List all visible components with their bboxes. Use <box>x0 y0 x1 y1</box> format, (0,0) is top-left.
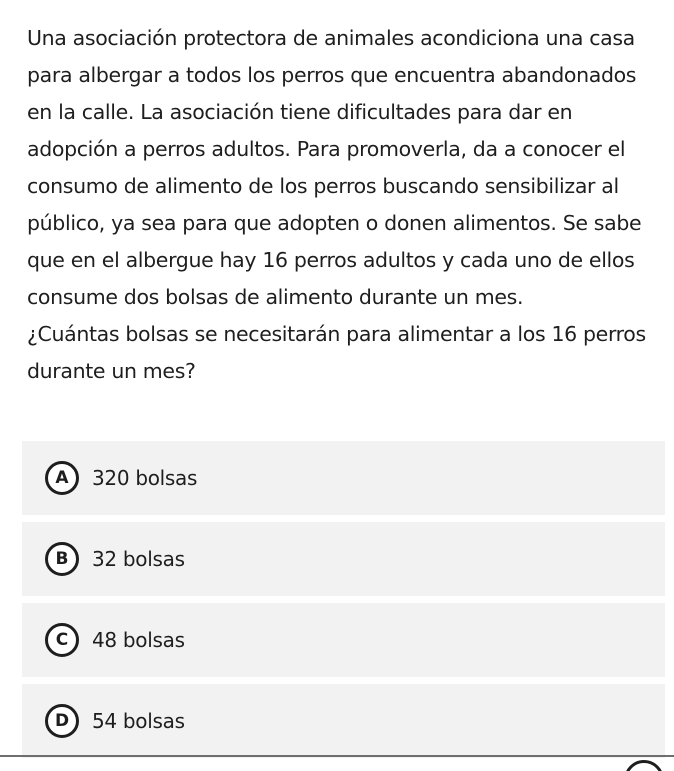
option-d[interactable] <box>22 684 665 758</box>
option-label: 54 bolsas <box>92 709 185 733</box>
option-label: 320 bolsas <box>92 466 198 490</box>
option-label: 32 bolsas <box>92 547 185 571</box>
question-prompt: ¿Cuántas bolsas se necesitarán para alimentar a los 16 perros durante un mes? <box>27 322 646 383</box>
option-letter-badge: D <box>45 704 79 738</box>
option-letter-badge: C <box>45 623 79 657</box>
bottom-divider <box>0 755 674 757</box>
question-paragraph: Una asociación protectora de animales acondiciona una casa para albergar a todos los perros que encuentra abandonados en la calle. La asociación tiene dificultades para dar en adopción a perros adultos. Para promoverla, da a conocer el consumo de alimento de los perros buscando sensibilizar al público, ya sea para que adopten o donen alimentos. Se sabe que en el albergue hay 16 perros adultos y cada uno de ellos consume dos bolsas de alimento durante un mes. <box>27 26 642 309</box>
question-text <box>27 20 667 390</box>
option-letter-badge: A <box>45 461 79 495</box>
option-b[interactable] <box>22 522 665 596</box>
option-label: 48 bolsas <box>92 628 185 652</box>
option-c[interactable] <box>22 603 665 677</box>
option-letter-badge: B <box>45 542 79 576</box>
option-a[interactable] <box>22 441 665 515</box>
answer-options <box>22 441 665 765</box>
